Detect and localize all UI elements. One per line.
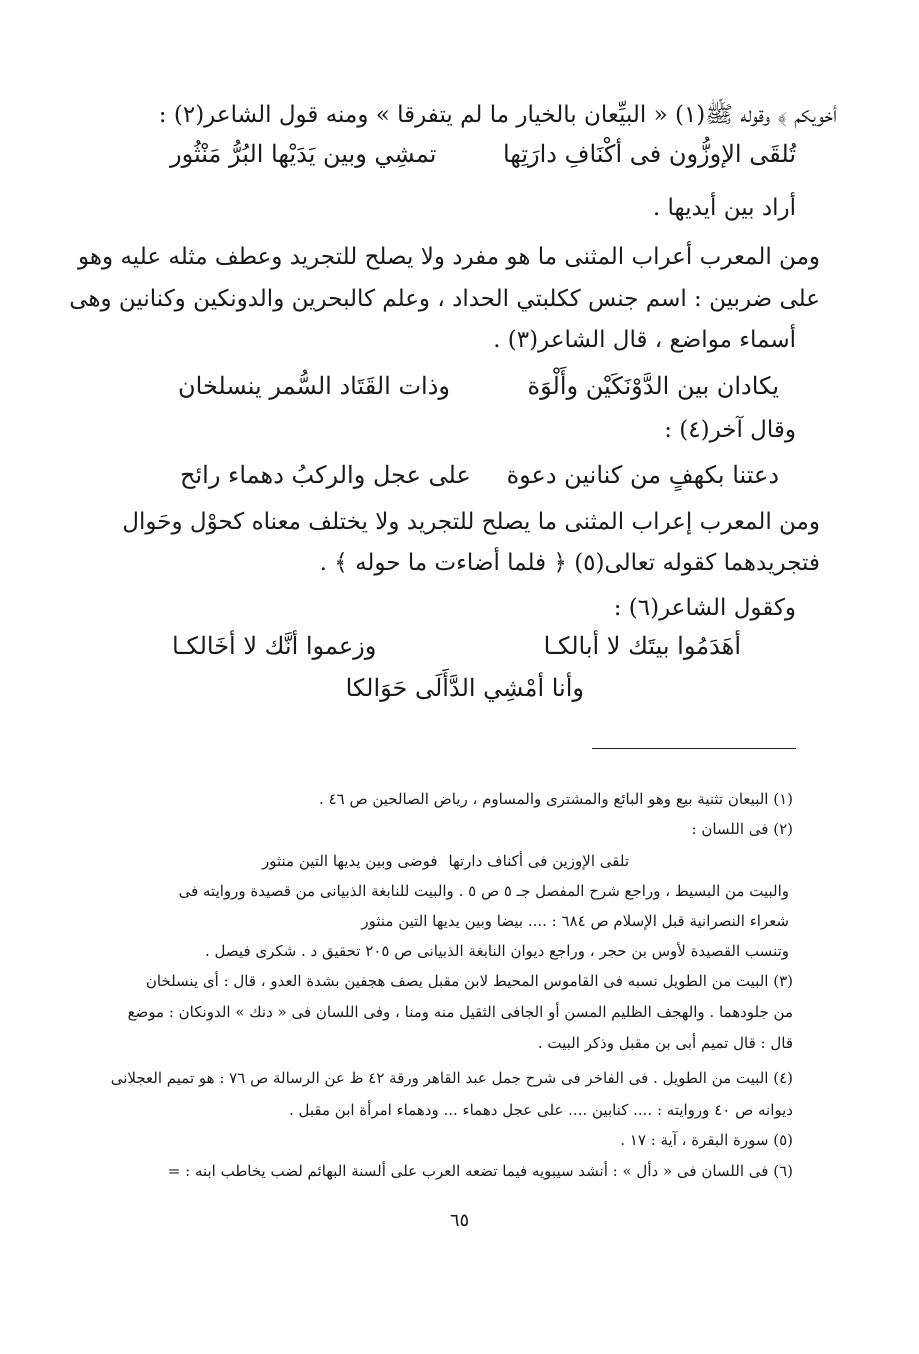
verse-5: وأنا أمْشِي الدَّأَلَى حَوَالكا xyxy=(345,674,584,702)
footnote-5: (٥) سورة البقرة ، آية : ١٧ . xyxy=(620,1131,793,1149)
footnote-separator xyxy=(592,748,796,749)
body-line-3: ومن المعرب أعراب المثنى ما هو مفرد ولا يصلح للتجريد وعطف مثله عليه وهو xyxy=(78,244,820,270)
footnote-3-line-b: من جلودهما . والهجف الظليم المسن أو الجافى الثقيل منه ومنا ، وفى اللسان فى « دنك » الدونكان : موضع xyxy=(127,1003,793,1021)
footnote-1: (١) البيعان تثنية بيع وهو البائع والمشترى والمساوم ، رياض الصالحين ص ٤٦ . xyxy=(319,790,793,808)
body-line-1: أخويكم ﴾ وقوله ﷺ(١) « البيِّعان بالخيار ما لم يتفرقا » ومنه قول الشاعر(٢) : xyxy=(158,102,837,128)
verse-3-first-hemistich: دعتنا بكهفٍ من كنانين دعوة xyxy=(506,461,779,489)
footnote-4-line-a: (٤) البيت من الطويل . فى الفاخر فى شرح جمل عبد القاهر ورقة ٤٢ ظ عن الرسالة ص ٧٦ : هو تميم العجلانى xyxy=(110,1069,793,1087)
verse-1-first-hemistich: تُلقَى الإوزُّون فى أكْنَافِ دارَتِها xyxy=(502,140,796,168)
body-line-9: وكقول الشاعر(٦) : xyxy=(613,595,796,621)
verse-2-first-hemistich: يكادان بين الدَّوْنَكَيْن وأَلْوَة xyxy=(527,372,779,400)
verse-2-second-hemistich: وذات القَتَاد السُّمر ينسلخان xyxy=(178,372,451,400)
footnote-2: (٢) فى اللسان : xyxy=(691,820,793,838)
body-line-8: فتجريدهما كقوله تعالى(٥) ﴿ فلما أضاءت ما حوله ﴾ . xyxy=(319,550,820,576)
footnote-2-line-b: شعراء النصرانية قبل الإسلام ص ٦٨٤ : .... بيضا وبين يديها التين منثور xyxy=(361,912,789,930)
body-line-4: على ضربين : اسم جنس ككلبتي الحداد ، وعلم كالبحرين والدونكين وكنانين وهى xyxy=(69,286,820,312)
footnote-2-line-c: وتنسب القصيدة لأوس بن حجر ، وراجع ديوان النابغة الذبيانى ص ٢٠٥ تحقيق د . شكرى فيصل . xyxy=(205,942,789,960)
footnote-6: (٦) فى اللسان فى « دأل » : أنشد سيبويه فيما تضعه العرب على ألسنة البهائم لضب يخاطب ابنه : = xyxy=(167,1162,793,1180)
footnote-3-line-a: (٣) البيت من الطويل نسبه فى القاموس المحيط لابن مقبل يصف هجفين بشدة العدو ، قال : أى ينسلخان xyxy=(145,972,793,990)
body-line-7: ومن المعرب إعراب المثنى ما يصلح للتجريد ولا يختلف معناه كحوْل وحَوال xyxy=(122,509,820,535)
footnote-2-line-a: والبيت من البسيط ، وراجع شرح المفصل جـ ٥ ص ٥ . والبيت للنابغة الذبيانى من قصيدة وروايته فى xyxy=(178,882,789,900)
verse-4-first-hemistich: أهَدَمُوا بيتَك لا أبالكـا xyxy=(543,632,741,660)
verse-1-second-hemistich: تمشِي وبين يَدَيْها البُرُّ مَنْثُور xyxy=(170,140,437,168)
page-number: ٦٥ xyxy=(449,1210,470,1231)
verse-4-second-hemistich: وزعموا أنَّك لا أخَالكـا xyxy=(172,632,377,660)
body-line-2: أراد بين أيديها . xyxy=(652,195,796,221)
verse-3-second-hemistich: على عجل والركبُ دهماء رائح xyxy=(180,461,471,489)
body-line-6: وقال آخر(٤) : xyxy=(664,417,796,443)
footnote-3-line-c: قال : قال تميم أبى بن مقبل وذكر البيت . xyxy=(537,1034,793,1052)
footnote-4-line-b: ديوانه ص ٤٠ وروايته : .... كنابين .... على عجل دهماء ... ودهماء امرأة ابن مقبل . xyxy=(288,1101,793,1119)
footnote-2-verse-first-hemistich: تلقى الإوزين فى أكناف دارتها xyxy=(448,852,629,870)
body-line-5: أسماء مواضع ، قال الشاعر(٣) . xyxy=(493,327,796,353)
footnote-2-verse-second-hemistich: فوضى وبين يديها التين منثور xyxy=(262,852,438,870)
